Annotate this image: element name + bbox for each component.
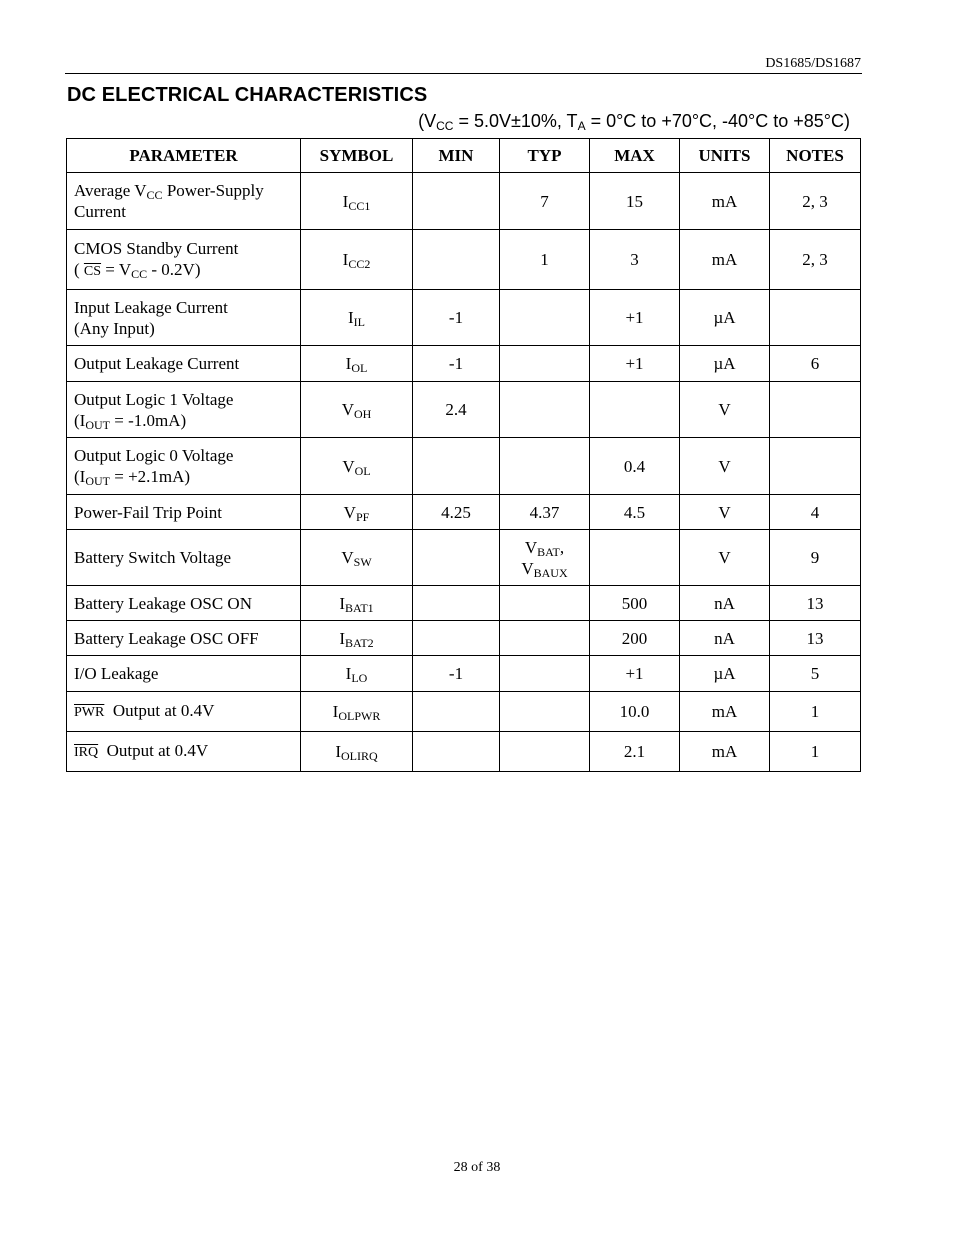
table-row (67, 530, 861, 586)
symbol-cell: $I_{BAT2}$ (301, 621, 413, 656)
max-cell: 200 (590, 621, 680, 656)
min-cell: -1 (413, 290, 500, 346)
units-cell: V (680, 382, 770, 438)
table-row (67, 173, 861, 230)
symbol-cell: $I_{CC2}$ (301, 230, 413, 290)
symbol-cell: $V_{OL}$ (301, 438, 413, 495)
typ-cell (500, 382, 590, 438)
max-cell: 10.0 (590, 692, 680, 732)
typ-cell: 4.37 (500, 495, 590, 530)
units-cell: V (680, 530, 770, 586)
table-row (67, 692, 861, 732)
notes-cell: 1 (770, 692, 861, 732)
units-cell: mA (680, 732, 770, 772)
notes-cell: 6 (770, 346, 861, 382)
notes-cell: 4 (770, 495, 861, 530)
min-cell (413, 732, 500, 772)
symbol-cell: $I_{BAT1}$ (301, 586, 413, 621)
table-row (67, 656, 861, 692)
typ-cell (500, 290, 590, 346)
max-cell: +1 (590, 290, 680, 346)
header-rule (65, 73, 862, 74)
table-row (67, 438, 861, 495)
units-cell: nA (680, 586, 770, 621)
parameter-cell: Average $V_{CC}$ Power-Supply Current (67, 173, 301, 230)
typ-cell: 1 (500, 230, 590, 290)
max-cell: +1 (590, 346, 680, 382)
max-cell: 3 (590, 230, 680, 290)
table-row (67, 495, 861, 530)
notes-cell: 5 (770, 656, 861, 692)
typ-cell (500, 621, 590, 656)
units-cell: V (680, 495, 770, 530)
parameter-cell: Battery Leakage OSC ON (67, 586, 301, 621)
table-row (67, 732, 861, 772)
notes-cell: 13 (770, 621, 861, 656)
parameter-cell: I/O Leakage (67, 656, 301, 692)
parameter-cell: Output Leakage Current (67, 346, 301, 382)
header-max: MAX (590, 139, 680, 173)
symbol-cell: $I_{OLPWR}$ (301, 692, 413, 732)
min-cell (413, 586, 500, 621)
table-row (67, 346, 861, 382)
parameter-cell: Battery Leakage OSC OFF (67, 621, 301, 656)
symbol-cell: $I_{LO}$ (301, 656, 413, 692)
test-conditions: ($V_{CC} = 5.0V\pm 10\%$, $T_A = 0^\circ C$ to +70°C, -40°C to +85°C) (418, 111, 850, 133)
notes-cell: 1 (770, 732, 861, 772)
symbol-cell: $I_{OL}$ (301, 346, 413, 382)
typ-cell (500, 692, 590, 732)
header-min: MIN (413, 139, 500, 173)
max-cell: 2.1 (590, 732, 680, 772)
dc-characteristics-table (66, 138, 861, 772)
notes-cell: 2, 3 (770, 173, 861, 230)
units-cell: mA (680, 692, 770, 732)
notes-cell: 2, 3 (770, 230, 861, 290)
max-cell: 15 (590, 173, 680, 230)
units-cell: nA (680, 621, 770, 656)
symbol-cell: $I_{CC1}$ (301, 173, 413, 230)
page-number: 28 of 38 (453, 1160, 501, 1175)
max-cell: 500 (590, 586, 680, 621)
symbol-cell: $V_{OH}$ (301, 382, 413, 438)
typ-cell: $V_{BAT}$, $V_{BAUX}$ (500, 530, 590, 586)
table-row (67, 621, 861, 656)
table-row (67, 586, 861, 621)
units-cell: mA (680, 230, 770, 290)
max-cell (590, 530, 680, 586)
header-notes: NOTES (770, 139, 861, 173)
typ-cell (500, 346, 590, 382)
notes-cell (770, 438, 861, 495)
pwr-overbar-signal: $\overline{PWR}$ (74, 705, 105, 720)
parameter-cell: CMOS Standby Current ( $\overline{CS} = V_{CC} - 0.2V$) (67, 230, 301, 290)
symbol-cell: $I_{OLIRQ}$ (301, 732, 413, 772)
min-cell: 2.4 (413, 382, 500, 438)
document-id: DS1685/DS1687 (765, 56, 861, 71)
min-cell (413, 230, 500, 290)
min-cell (413, 173, 500, 230)
typ-cell (500, 586, 590, 621)
parameter-cell: Battery Switch Voltage (67, 530, 301, 586)
min-cell: -1 (413, 656, 500, 692)
notes-cell: 13 (770, 586, 861, 621)
units-cell: mA (680, 173, 770, 230)
table-row (67, 382, 861, 438)
max-cell: 0.4 (590, 438, 680, 495)
min-cell (413, 438, 500, 495)
typ-cell (500, 732, 590, 772)
min-cell (413, 530, 500, 586)
max-cell (590, 382, 680, 438)
notes-cell (770, 382, 861, 438)
parameter-cell: $\overline{IRQ}$ Output at 0.4V (67, 732, 301, 772)
table-row (67, 230, 861, 290)
units-cell: µA (680, 656, 770, 692)
header-parameter: PARAMETER (67, 139, 301, 173)
section-title: DC ELECTRICAL CHARACTERISTICS (67, 84, 428, 106)
min-cell (413, 692, 500, 732)
min-cell: 4.25 (413, 495, 500, 530)
cs-overbar-signal: $\overline{CS}$ (83, 263, 102, 279)
header-typ: TYP (500, 139, 590, 173)
header-symbol: SYMBOL (301, 139, 413, 173)
symbol-cell: $V_{PF}$ (301, 495, 413, 530)
min-cell (413, 621, 500, 656)
parameter-cell: Output Logic 1 Voltage $(I_{OUT} = -1.0mA)$ (67, 382, 301, 438)
units-cell: V (680, 438, 770, 495)
symbol-cell: $I_{IL}$ (301, 290, 413, 346)
table-header-row (67, 139, 861, 173)
irq-overbar-signal: $\overline{IRQ}$ (74, 745, 99, 760)
symbol-cell: $V_{SW}$ (301, 530, 413, 586)
notes-cell: 9 (770, 530, 861, 586)
parameter-cell: Output Logic 0 Voltage $(I_{OUT} = +2.1mA)$ (67, 438, 301, 495)
typ-cell: 7 (500, 173, 590, 230)
max-cell: +1 (590, 656, 680, 692)
typ-cell (500, 438, 590, 495)
units-cell: µA (680, 290, 770, 346)
parameter-cell: $\overline{PWR}$ Output at 0.4V (67, 692, 301, 732)
typ-cell (500, 656, 590, 692)
parameter-cell: Input Leakage Current (Any Input) (67, 290, 301, 346)
header-units: UNITS (680, 139, 770, 173)
parameter-cell: Power-Fail Trip Point (67, 495, 301, 530)
table-row (67, 290, 861, 346)
min-cell: -1 (413, 346, 500, 382)
notes-cell (770, 290, 861, 346)
max-cell: 4.5 (590, 495, 680, 530)
units-cell: µA (680, 346, 770, 382)
